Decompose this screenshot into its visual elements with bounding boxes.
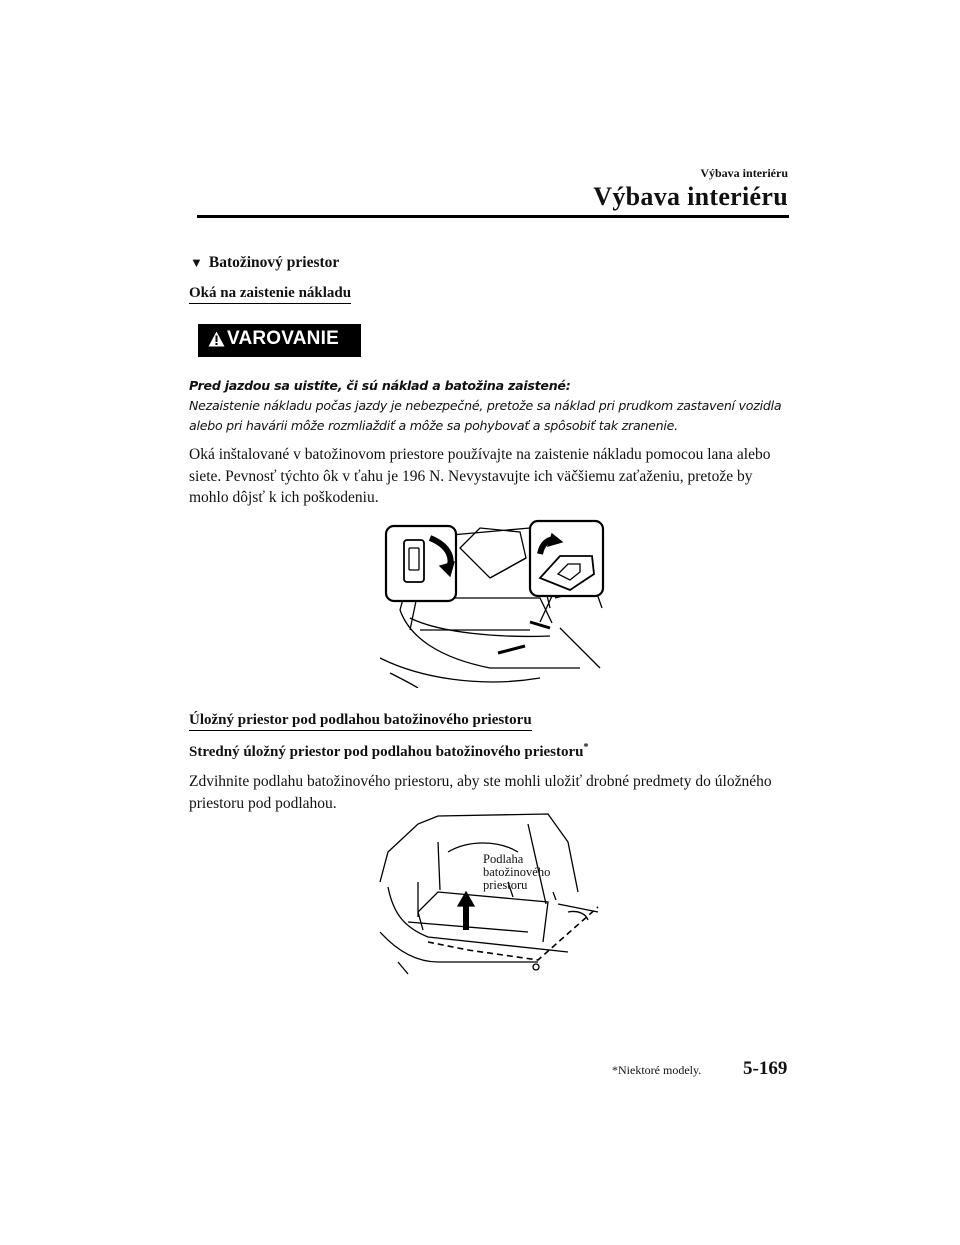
warning-triangle-icon <box>208 331 225 347</box>
cargo-floor-label-line-2: batožinového <box>483 865 551 879</box>
running-header-small: Výbava interiéru <box>700 166 788 180</box>
section-title <box>190 254 339 272</box>
cargo-floor-label-line-3: priestoru <box>483 878 528 892</box>
cargo-floor-label <box>483 853 550 892</box>
cargo-hooks-heading: Oká na zaistenie nákladu <box>189 285 351 304</box>
underfloor-heading: Úložný priestor pod podlahou batožinového priestoru <box>189 712 532 731</box>
running-header-title: Výbava interiéru <box>593 182 788 211</box>
cargo-floor-label-line-1: Podlaha <box>483 852 524 866</box>
section-marker-icon: ▼ <box>190 255 203 270</box>
warning-text: Nezaistenie nákladu počas jazdy je nebezpečné, pretože sa náklad pri prudkom zastavení vozidla alebo pri havárii môže rozmliaždiť a môže sa pohybovať a spôsobiť tak zranenie. <box>189 398 782 433</box>
warning-title: Pred jazdou sa uistite, či sú náklad a batožina zaistené: <box>189 378 571 393</box>
section-title-text: Batožinový priestor <box>208 254 340 271</box>
underfloor-body: Zdvihnite podlahu batožinového priestoru, aby ste mohli uložiť drobné predmety do úložného priestoru pod podlahou. <box>189 773 772 812</box>
underfloor-subheading <box>189 742 589 761</box>
cargo-hooks-illustration <box>380 518 605 688</box>
warning-badge <box>198 324 361 357</box>
cargo-floor-illustration <box>378 812 603 977</box>
header-rule <box>197 215 789 218</box>
warning-label: VAROVANIE <box>227 328 339 349</box>
cargo-hooks-body: Oká inštalované v batožinovom priestore používajte na zaistenie nákladu pomocou lana alebo siete. Pevnosť týchto ôk v ťahu je 196 N. Nevystavujte ich väčšiemu zaťaženiu, pretože by mohlo dôjsť k ich poškodeniu. <box>189 446 771 506</box>
some-models-mark: * <box>583 742 589 753</box>
footnote: *Niektoré modely. <box>612 1063 702 1077</box>
page-number: 5-169 <box>743 1058 788 1079</box>
underfloor-subheading-text: Stredný úložný priestor pod podlahou batožinového priestoru <box>189 744 584 760</box>
